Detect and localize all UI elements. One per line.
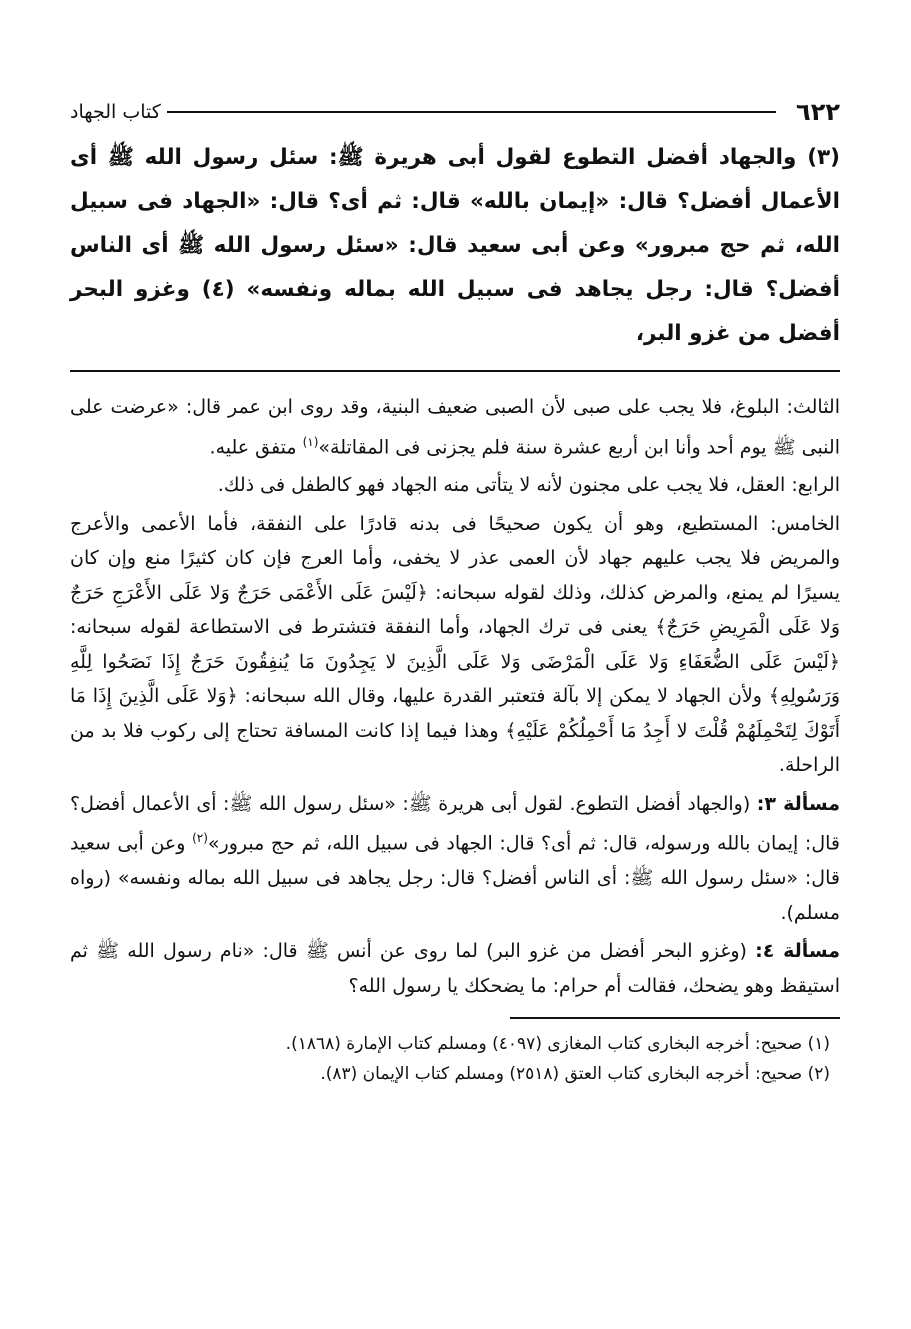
footnote-ref-2: (٢) [192, 831, 208, 846]
book-page [70, 96, 840, 1089]
masala-3-tail: وعن أبى سعيد قال: «سئل رسول الله ﷺ: أى الناس أفضل؟ قال: رجل يجاهد فى سبيل الله بماله ونفسه» (رواه مسلم). [70, 832, 840, 924]
paragraph-third-condition [70, 390, 840, 464]
page-number: ٦٢٢ [796, 98, 840, 126]
masala-4 [70, 934, 840, 1003]
p3-text-b: يعنى فى ترك الجهاد، وأما النفقة فتشترط فى الاستطاعة لقوله سبحانه: [70, 616, 656, 639]
masala-3 [70, 787, 840, 930]
paragraph-fourth-condition: الرابع: العقل، فلا يجب على مجنون لأنه لا يتأتى منه الجهاد فهو كالطفل فى ذلك. [217, 474, 840, 497]
masala-3-label: مسألة ٣: [756, 792, 840, 815]
book-title: كتاب الجهاد [70, 101, 161, 123]
masala-3-text: (والجهاد أفضل التطوع. لقول أبى هريرة ﷺ: «سئل رسول الله ﷺ: أى الأعمال أفضل؟ قال: إيمان بالله ورسوله، قال: ثم أى؟ قال: الجهاد فى سبيل الله، ثم حج مبرور» [70, 792, 841, 855]
commentary [70, 390, 840, 1003]
p3-text-d: وهذا فيما إذا كانت المسافة تحتاج إلى ركوب فلا بد من الراحلة. [70, 719, 840, 777]
header-rule [167, 111, 776, 113]
p1-text: الثالث: البلوغ، فلا يجب على صبى لأن الصبى ضعيف البنية، وقد روى ابن عمر قال: «عرضت على النبى ﷺ يوم أحد وأنا ابن أربع عشرة سنة فلم يجزنى فى المقاتلة» [70, 396, 840, 458]
footnote-2: (٢) صحيح: أخرجه البخارى كتاب العتق (٢٥١٨) ومسلم كتاب الإيمان (٨٣). [320, 1064, 830, 1085]
matn-text: (٣) والجهاد أفضل التطوع لقول أبى هريرة ﷺ: سئل رسول الله ﷺ أى الأعمال أفضل؟ قال: «إيمان بالله» قال: ثم أى؟ قال: «الجهاد فى سبيل الله، ثم حج مبرور» وعن أبى سعيد قال: «سئل رسول الله ﷺ أى الناس أفضل؟ قال: رجل يجاهد فى سبيل الله بماله ونفسه» (٤) وغزو البحر أفضل من غزو البر، [70, 145, 840, 346]
footnote-ref-1: (١) [302, 434, 319, 449]
p3-text-a: الخامس: المستطيع، وهو أن يكون صحيحًا فى بدنه قادرًا على النفقة، فأما الأعمى والأعرج والمريض فلا يجب عليهم جهاد لأن العمى عذر لا يخفى، وأما العرج فإن كان كثيرًا منع وإن كان يسيرًا لم يمنع، والمرض كذلك، وذلك لقوله سبحانه: [70, 512, 840, 604]
matn-separator [70, 370, 840, 372]
footnote-1: (١) صحيح: أخرجه البخارى كتاب المغازى (٤٠٩٧) ومسلم كتاب الإمارة (١٨٦٨). [285, 1034, 830, 1055]
footnotes [70, 1029, 840, 1089]
paragraph-fifth-condition [70, 507, 840, 783]
masala-4-text: (وغزو البحر أفضل من غزو البر) لما روى عن أنس ﷺ قال: «نام رسول الله ﷺ ثم استيقظ وهو يضحك، فقالت أم حرام: ما يضحكك يا رسول الله؟ [70, 940, 840, 997]
quran-verse-2: ﴿لَيْسَ عَلَى الضُّعَفَاءِ وَلا عَلَى الْمَرْضَى وَلا عَلَى الَّذِينَ لا يَجِدُونَ مَا يُنفِقُونَ حَرَجٌ إِذَا نَصَحُوا لِلَّهِ وَرَسُولِهِ﴾ [70, 650, 840, 708]
footnote-rule [510, 1017, 840, 1019]
p3-text-c: ولأن الجهاد لا يمكن إلا بآلة فتعتبر القدرة عليها، وقال الله سبحانه: [237, 685, 769, 708]
p1-tail: متفق عليه. [209, 435, 303, 458]
quran-verse-3: ﴿وَلا عَلَى الَّذِينَ إِذَا مَا أَتَوْكَ لِتَحْمِلَهُمْ قُلْتَ لا أَجِدُ مَا أَحْمِلُكُمْ عَلَيْهِ﴾ [70, 685, 840, 742]
quran-verse-1: ﴿لَيْسَ عَلَى الأَعْمَى حَرَجٌ وَلا عَلَى الأَعْرَجِ حَرَجٌ وَلا عَلَى الْمَرِيضِ حَرَجٌ﴾ [70, 581, 840, 639]
running-header [70, 96, 840, 128]
masala-4-label: مسألة ٤: [755, 940, 840, 963]
